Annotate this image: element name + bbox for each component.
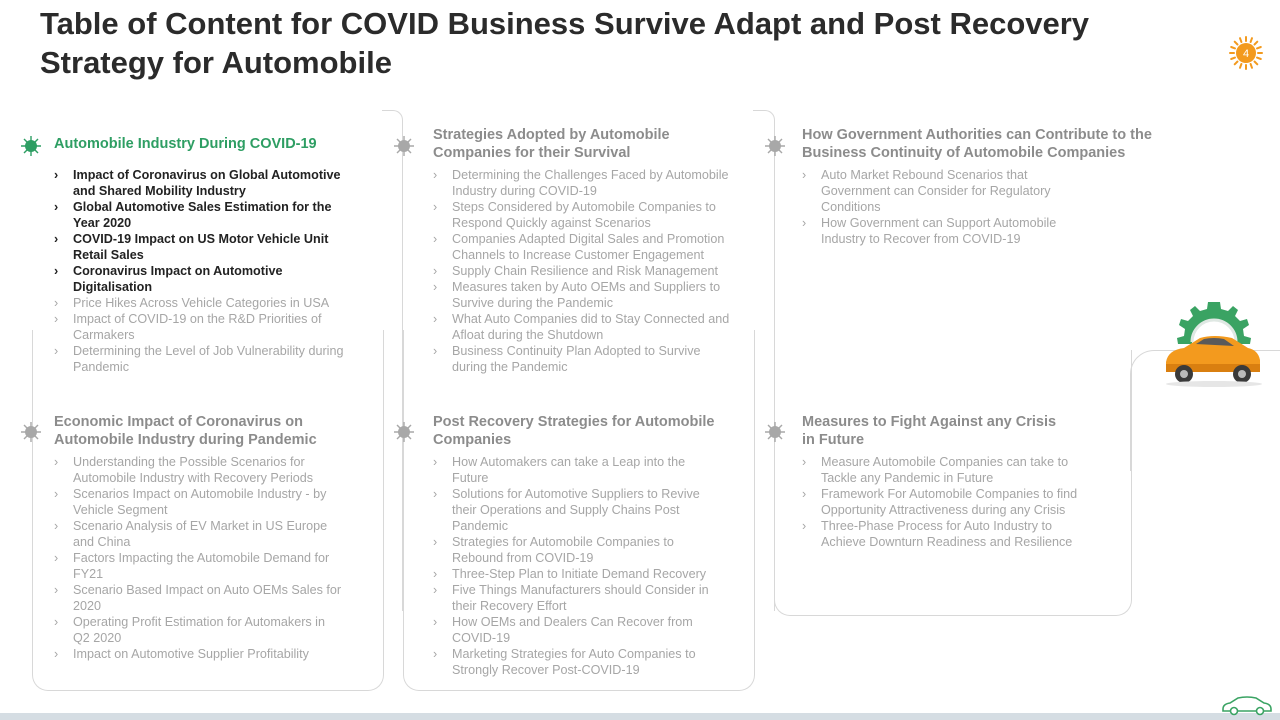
section-item-list	[802, 167, 1077, 247]
list-item[interactable]: › Operating Profit Estimation for Automakers in Q2 2020	[54, 614, 344, 646]
section-title[interactable]: Automobile Industry During COVID-19	[54, 136, 317, 152]
section-economic-impact	[54, 413, 359, 661]
section-item-list	[433, 167, 733, 375]
section-title[interactable]: Economic Impact of Coronavirus on Automobile Industry during Pandemic	[54, 414, 317, 448]
column-frame-middle-top	[753, 110, 775, 611]
list-item[interactable]: › Coronavirus Impact on Automotive Digitalisation	[54, 263, 359, 295]
virus-icon	[764, 421, 786, 443]
footer-bar	[0, 713, 1280, 720]
virus-icon	[20, 135, 42, 157]
column-frame-left-top	[382, 110, 403, 611]
list-item[interactable]: › Scenario Analysis of EV Market in US Europe and China	[54, 518, 344, 550]
section-survival-strategies	[433, 126, 733, 374]
list-item[interactable]: › Marketing Strategies for Auto Companies to Strongly Recover Post-COVID-19	[433, 646, 723, 678]
list-item[interactable]: › Impact of Coronavirus on Global Automotive and Shared Mobility Industry	[54, 167, 359, 199]
virus-icon	[764, 135, 786, 157]
section-post-recovery	[433, 413, 733, 677]
virus-icon	[393, 135, 415, 157]
list-item[interactable]: › Three-Phase Process for Auto Industry to Achieve Downturn Readiness and Resilience	[802, 518, 1097, 550]
list-item[interactable]: › Strategies for Automobile Companies to Rebound from COVID-19	[433, 534, 723, 566]
list-item[interactable]: › Price Hikes Across Vehicle Categories in USA	[54, 295, 359, 311]
list-item[interactable]: › Auto Market Rebound Scenarios that Government can Consider for Regulatory Conditions	[802, 167, 1077, 215]
section-item-list	[54, 454, 344, 662]
list-item[interactable]: › Measure Automobile Companies can take to Tackle any Pandemic in Future	[802, 454, 1097, 486]
car-icon	[1220, 694, 1274, 716]
section-title[interactable]: How Government Authorities can Contribute to the Business Continuity of Automobile Companies	[802, 127, 1152, 161]
list-item[interactable]: › Scenarios Impact on Automobile Industry - by Vehicle Segment	[54, 486, 344, 518]
list-item[interactable]: › Business Continuity Plan Adopted to Survive during the Pandemic	[433, 343, 733, 375]
list-item[interactable]: › COVID-19 Impact on US Motor Vehicle Unit Retail Sales	[54, 231, 359, 263]
list-item[interactable]: › Impact on Automotive Supplier Profitability	[54, 646, 344, 662]
list-item[interactable]: › Global Automotive Sales Estimation for the Year 2020	[54, 199, 359, 231]
list-item[interactable]: › Factors Impacting the Automobile Demand for FY21	[54, 550, 344, 582]
section-future-crisis	[802, 413, 1102, 549]
page-title: Table of Content for COVID Business Survive Adapt and Post Recovery Strategy for Automobile	[40, 6, 1090, 80]
list-item[interactable]: › How OEMs and Dealers Can Recover from COVID-19	[433, 614, 723, 646]
list-item[interactable]: › Companies Adapted Digital Sales and Promotion Channels to Increase Customer Engagement	[433, 231, 733, 263]
list-item[interactable]: › Determining the Level of Job Vulnerability during Pandemic	[54, 343, 359, 375]
list-item[interactable]: › Impact of COVID-19 on the R&D Priorities of Carmakers	[54, 311, 359, 343]
page-number-badge	[1229, 36, 1263, 70]
car-gear-illustration	[1160, 298, 1268, 388]
list-item[interactable]: › Supply Chain Resilience and Risk Management	[433, 263, 733, 279]
list-item[interactable]: › What Auto Companies did to Stay Connected and Afloat during the Shutdown	[433, 311, 733, 343]
list-item[interactable]: › How Government can Support Automobile Industry to Recover from COVID-19	[802, 215, 1077, 247]
list-item[interactable]: › Three-Step Plan to Initiate Demand Recovery	[433, 566, 723, 582]
section-item-list	[433, 454, 723, 678]
list-item[interactable]: › Solutions for Automotive Suppliers to Revive their Operations and Supply Chains Post Pandemic	[433, 486, 723, 534]
section-title[interactable]: Post Recovery Strategies for Automobile Companies	[433, 414, 715, 448]
virus-icon	[393, 421, 415, 443]
list-item[interactable]: › Determining the Challenges Faced by Automobile Industry during COVID-19	[433, 167, 733, 199]
list-item[interactable]: › Understanding the Possible Scenarios for Automobile Industry with Recovery Periods	[54, 454, 344, 486]
list-item[interactable]: › How Automakers can take a Leap into the Future	[433, 454, 723, 486]
section-item-list	[802, 454, 1097, 550]
section-title[interactable]: Measures to Fight Against any Crisis in Future	[802, 414, 1057, 448]
list-item[interactable]: › Scenario Based Impact on Auto OEMs Sales for 2020	[54, 582, 344, 614]
page-number: 4	[1242, 48, 1250, 60]
list-item[interactable]: › Framework For Automobile Companies to find Opportunity Attractiveness during any Crisis	[802, 486, 1097, 518]
section-item-list	[54, 167, 359, 375]
list-item[interactable]: › Steps Considered by Automobile Companies to Respond Quickly against Scenarios	[433, 199, 733, 231]
section-title[interactable]: Strategies Adopted by Automobile Companies for their Survival	[433, 127, 670, 161]
section-automobile-industry	[54, 135, 359, 374]
list-item[interactable]: › Measures taken by Auto OEMs and Suppliers to Survive during the Pandemic	[433, 279, 733, 311]
section-government-contribution	[802, 126, 1162, 246]
list-item[interactable]: › Five Things Manufacturers should Consider in their Recovery Effort	[433, 582, 723, 614]
virus-icon	[20, 421, 42, 443]
